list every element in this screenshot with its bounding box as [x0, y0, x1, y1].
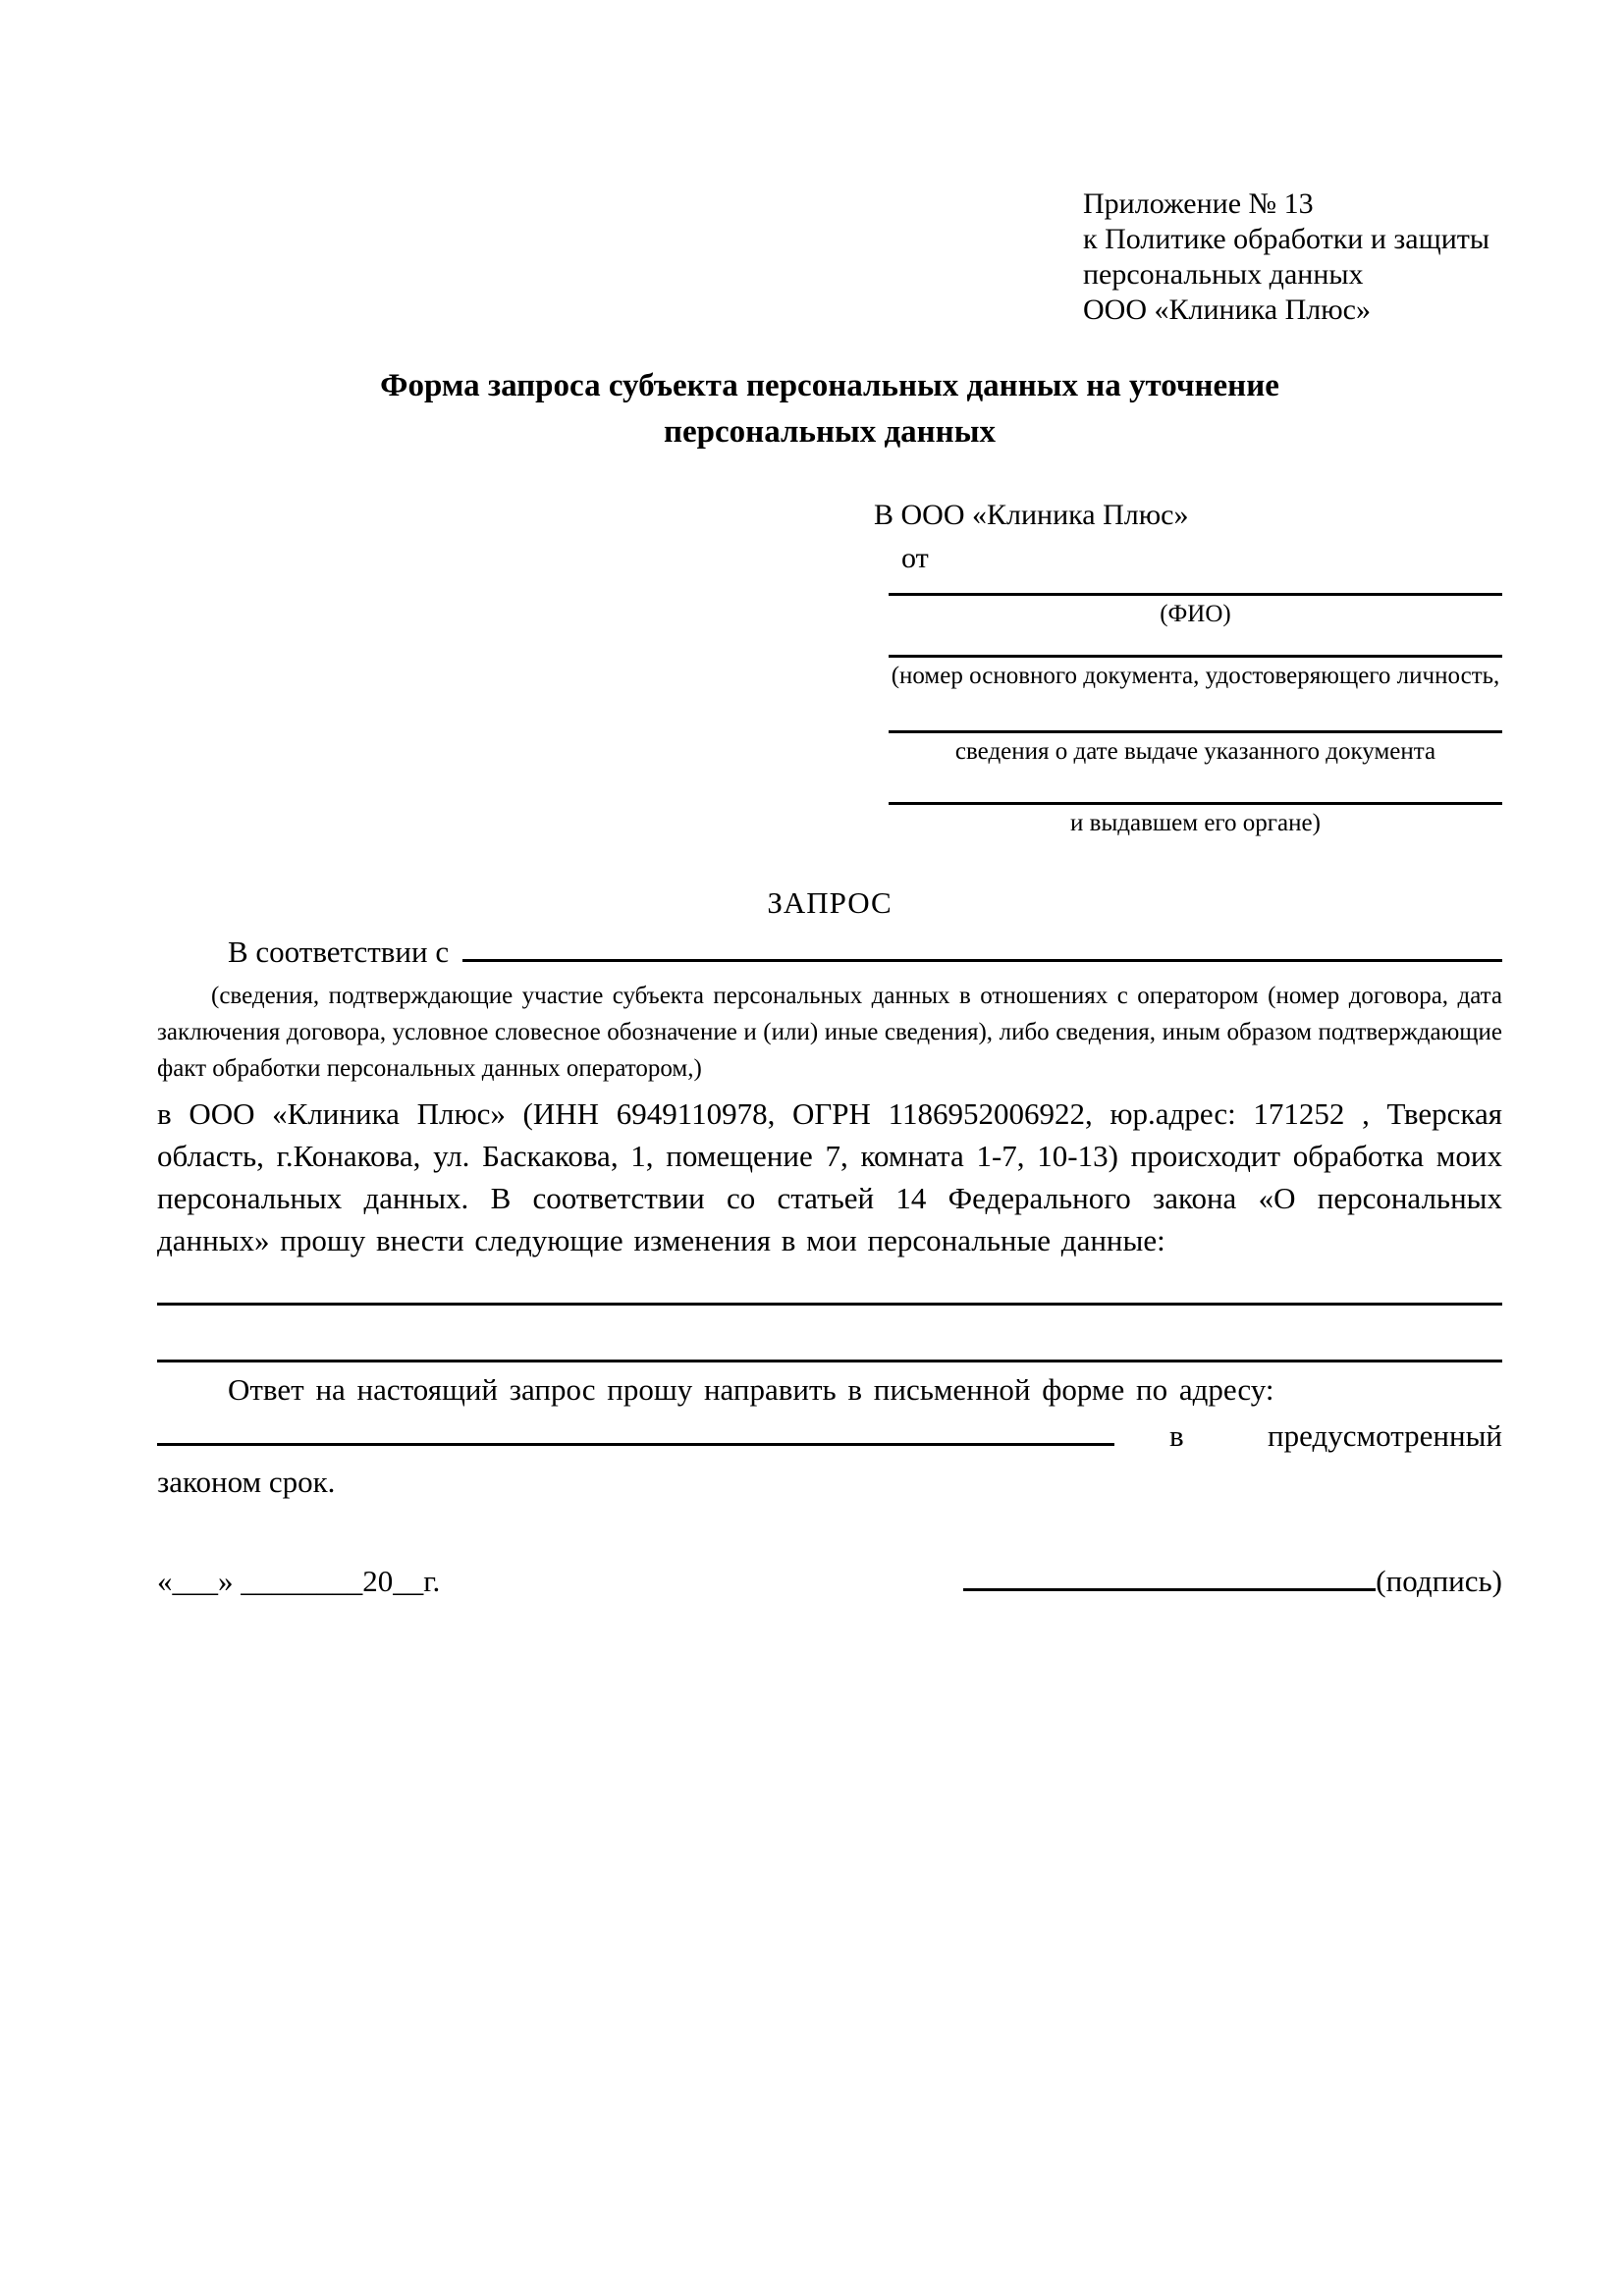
- reply-address-line: [157, 1443, 1114, 1446]
- issue-date-line: [889, 730, 1502, 733]
- appendix-note-line: Приложение № 13: [1083, 187, 1314, 220]
- issuer-field: [889, 802, 1502, 838]
- addressee-block: [157, 499, 1502, 838]
- fio-field: [889, 593, 1502, 629]
- reply-tail-word-2: предусмотренный: [1268, 1418, 1502, 1453]
- signature-line: [963, 1588, 1376, 1591]
- addressee-org: В ООО «Клиника Плюс»: [874, 499, 1189, 531]
- changes-input-line-1: [157, 1303, 1502, 1306]
- form-title-line-1: Форма запроса субъекта персональных данных на уточнение: [380, 368, 1279, 403]
- doc-number-line: [889, 655, 1502, 658]
- changes-input-line-2: [157, 1360, 1502, 1362]
- doc-number-caption: (номер основного документа, удостоверяющего личность,: [891, 663, 1500, 689]
- signature-group: [963, 1564, 1502, 1599]
- request-body: в ООО «Клиника Плюс» (ИНН 6949110978, ОГРН 1186952006922, юр.адрес: 171252 , Тверская область, г.Конакова, ул. Баскакова, 1, помещение 7, комната 1-7, 10-13) происходит обработка моих персональных данных. В соответствии со статьей 14 Федерального закона «О персональных данных» прошу внести следующие изменения в мои персональные данные:: [157, 1096, 1502, 1257]
- fio-line: [889, 593, 1502, 596]
- date-field: «___» ________20__г.: [157, 1564, 441, 1598]
- issue-date-field: [889, 730, 1502, 767]
- form-title-line-2: персональных данных: [664, 414, 996, 450]
- from-label: от: [901, 542, 929, 574]
- fio-caption: (ФИО): [1160, 601, 1231, 627]
- doc-number-field: [889, 655, 1502, 691]
- appendix-note: [1083, 187, 1502, 328]
- reply-address-row: [157, 1415, 1502, 1457]
- request-heading: ЗАПРОС: [767, 885, 893, 920]
- basis-row: [157, 934, 1502, 970]
- basis-label: В соответствии с: [228, 934, 450, 969]
- form-title: [157, 363, 1502, 455]
- reply-paragraph: Ответ на настоящий запрос прошу направить в письменной форме по адресу:: [228, 1372, 1274, 1407]
- reply-end: законом срок.: [157, 1465, 336, 1499]
- signature-row: [157, 1564, 1502, 1599]
- issuer-line: [889, 802, 1502, 805]
- appendix-note-line: ООО «Клиника Плюс»: [1083, 294, 1371, 326]
- basis-input-line: [462, 959, 1502, 962]
- reply-tail-word-1: в: [1169, 1418, 1184, 1453]
- basis-footnote: (сведения, подтверждающие участие субъекта персональных данных в отношениях с оператором (номер договора, дата заключения договора, условное словесное обозначение и (или) иные сведения), либо сведения, иным образом подтверждающие факт обработки персональных данных оператором,): [157, 983, 1502, 1082]
- appendix-note-line: к Политике обработки и защиты: [1083, 223, 1490, 255]
- appendix-note-line: персональных данных: [1083, 258, 1364, 291]
- issue-date-caption: сведения о дате выдаче указанного документа: [954, 738, 1436, 765]
- signature-caption: (подпись): [1376, 1564, 1502, 1598]
- issuer-caption: и выдавшем его органе): [1070, 810, 1321, 836]
